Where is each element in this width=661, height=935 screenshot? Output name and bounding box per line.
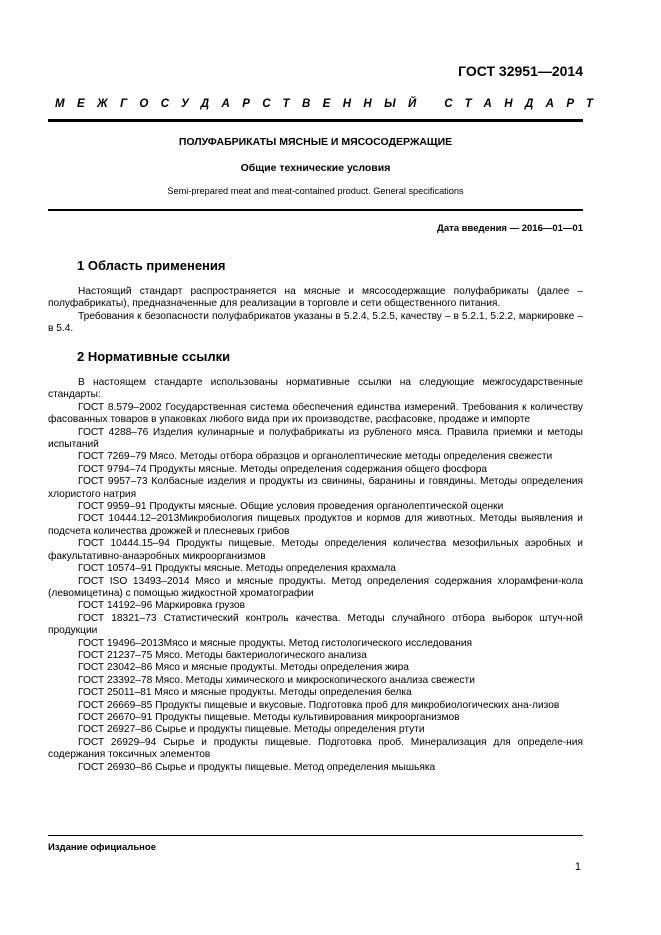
reference-item: ГОСТ 25011–81 Мясо и мясные продукты. Методы определения белка: [78, 687, 412, 699]
reference-item: ГОСТ 21237–75 Мясо. Методы бактериологического анализа: [78, 649, 367, 661]
edition-note: Издание официальное: [48, 842, 156, 853]
reference-item: ГОСТ 8.579–2002 Государственная система обеспечения единства измерений. Требования к количеству фасованных товаров в упаковках любого вида при их производстве, расфасовке, продаже и импорте: [48, 401, 583, 426]
page-number: 1: [574, 861, 581, 873]
reference-item: ГОСТ 19496–2013Мясо и мясные продукты. Метод гистологического исследования: [78, 637, 473, 649]
reference-item: ГОСТ 9794–74 Продукты мясные. Методы определения содержания общего фосфора: [78, 463, 488, 475]
reference-item: ГОСТ 4288–76 Изделия кулинарные и полуфабрикаты из рубленого мяса. Правила приемки и методы испытаний: [48, 426, 583, 451]
reference-item: ГОСТ 9959–91 Продукты мясные. Общие условия проведения органолептической оценки: [78, 501, 504, 513]
section-2-heading: 2 Нормативные ссылки: [77, 349, 231, 364]
reference-item: ГОСТ 10574–91 Продукты мясные. Методы определения крахмала: [78, 563, 396, 575]
footer-rule: [48, 835, 583, 836]
reference-item: ГОСТ ISO 13493–2014 Мясо и мясные продукты. Метод определения содержания хлорамфени-кола (левомицетина) с помощью жидкостной хроматографии: [48, 575, 583, 599]
reference-item: ГОСТ 9957–73 Колбасные изделия и продукты из свинины, баранины и говядины. Методы определения хлористого натрия: [48, 476, 583, 500]
title-rule: [48, 209, 583, 211]
section-2-body: [48, 377, 583, 774]
section-1-heading: 1 Область применения: [77, 258, 226, 273]
reference-item: ГОСТ 10444.12–2013Микробиология пищевых продуктов и кормов для животных. Методы выявления и подсчета количества дрожжей и плесневых грибов: [48, 513, 583, 537]
interstate-standard-label: МЕЖГОСУДАРСТВЕННЫЙ СТАНДАРТ: [55, 98, 606, 110]
english-title: Semi-prepared meat and meat-contained product. General specifications: [167, 186, 464, 196]
document-id: ГОСТ 32951—2014: [458, 63, 583, 79]
reference-item: ГОСТ 23042–86 Мясо и мясные продукты. Методы определения жира: [78, 662, 409, 674]
reference-item: ГОСТ 14192–96 Маркировка грузов: [78, 600, 246, 612]
reference-item: ГОСТ 26669–85 Продукты пищевые и вкусовые. Подготовка проб для микробиологических ана-лизов: [78, 699, 560, 711]
introduction-date: Дата введения — 2016—01—01: [437, 223, 583, 234]
section-1-body: [48, 286, 583, 336]
paragraph: В настоящем стандарте использованы нормативные ссылки на следующие межгосударственные стандарты:: [48, 377, 583, 401]
reference-item: ГОСТ 26929–94 Сырье и продукты пищевые. Подготовка проб. Минерализация для определе-ния содержания токсичных элементов: [48, 736, 583, 761]
document-title: ПОЛУФАБРИКАТЫ МЯСНЫЕ И МЯСОСОДЕРЖАЩИЕ: [178, 136, 453, 148]
paragraph: Настоящий стандарт распространяется на мясные и мясосодержащие полуфабрикаты (далее – полуфабрикаты), предназначенные для реализации в торговле и сети общественного питания.: [48, 286, 583, 310]
header-rule: [48, 119, 583, 122]
paragraph: Требования к безопасности полуфабрикатов указаны в 5.2.4, 5.2.5, качеству – в 5.2.1, 5.2.2, маркировке – в 5.4.: [48, 310, 583, 335]
reference-item: ГОСТ 23392–78 Мясо. Методы химического и микроскопического анализа свежести: [78, 674, 475, 686]
reference-item: ГОСТ 26930–86 Сырье и продукты пищевые. Метод определения мышьяка: [78, 761, 436, 773]
reference-item: ГОСТ 26670–91 Продукты пищевые. Методы культивирования микроорганизмов: [78, 711, 460, 723]
reference-item: ГОСТ 26927–86 Сырье и продукты пищевые. Методы определения ртути: [78, 724, 425, 736]
reference-item: ГОСТ 10444.15–94 Продукты пищевые. Методы определения количества мезофильных аэробных и факультативно-анаэробных микроорганизмов: [48, 538, 583, 562]
reference-item: ГОСТ 7269–79 Мясо. Методы отбора образцов и органолептические методы определения свежести: [78, 451, 553, 463]
document-subtitle: Общие технические условия: [240, 162, 391, 174]
reference-item: ГОСТ 18321–73 Статистический контроль качества. Методы случайного отбора выборок штуч-ной продукции: [48, 612, 583, 637]
